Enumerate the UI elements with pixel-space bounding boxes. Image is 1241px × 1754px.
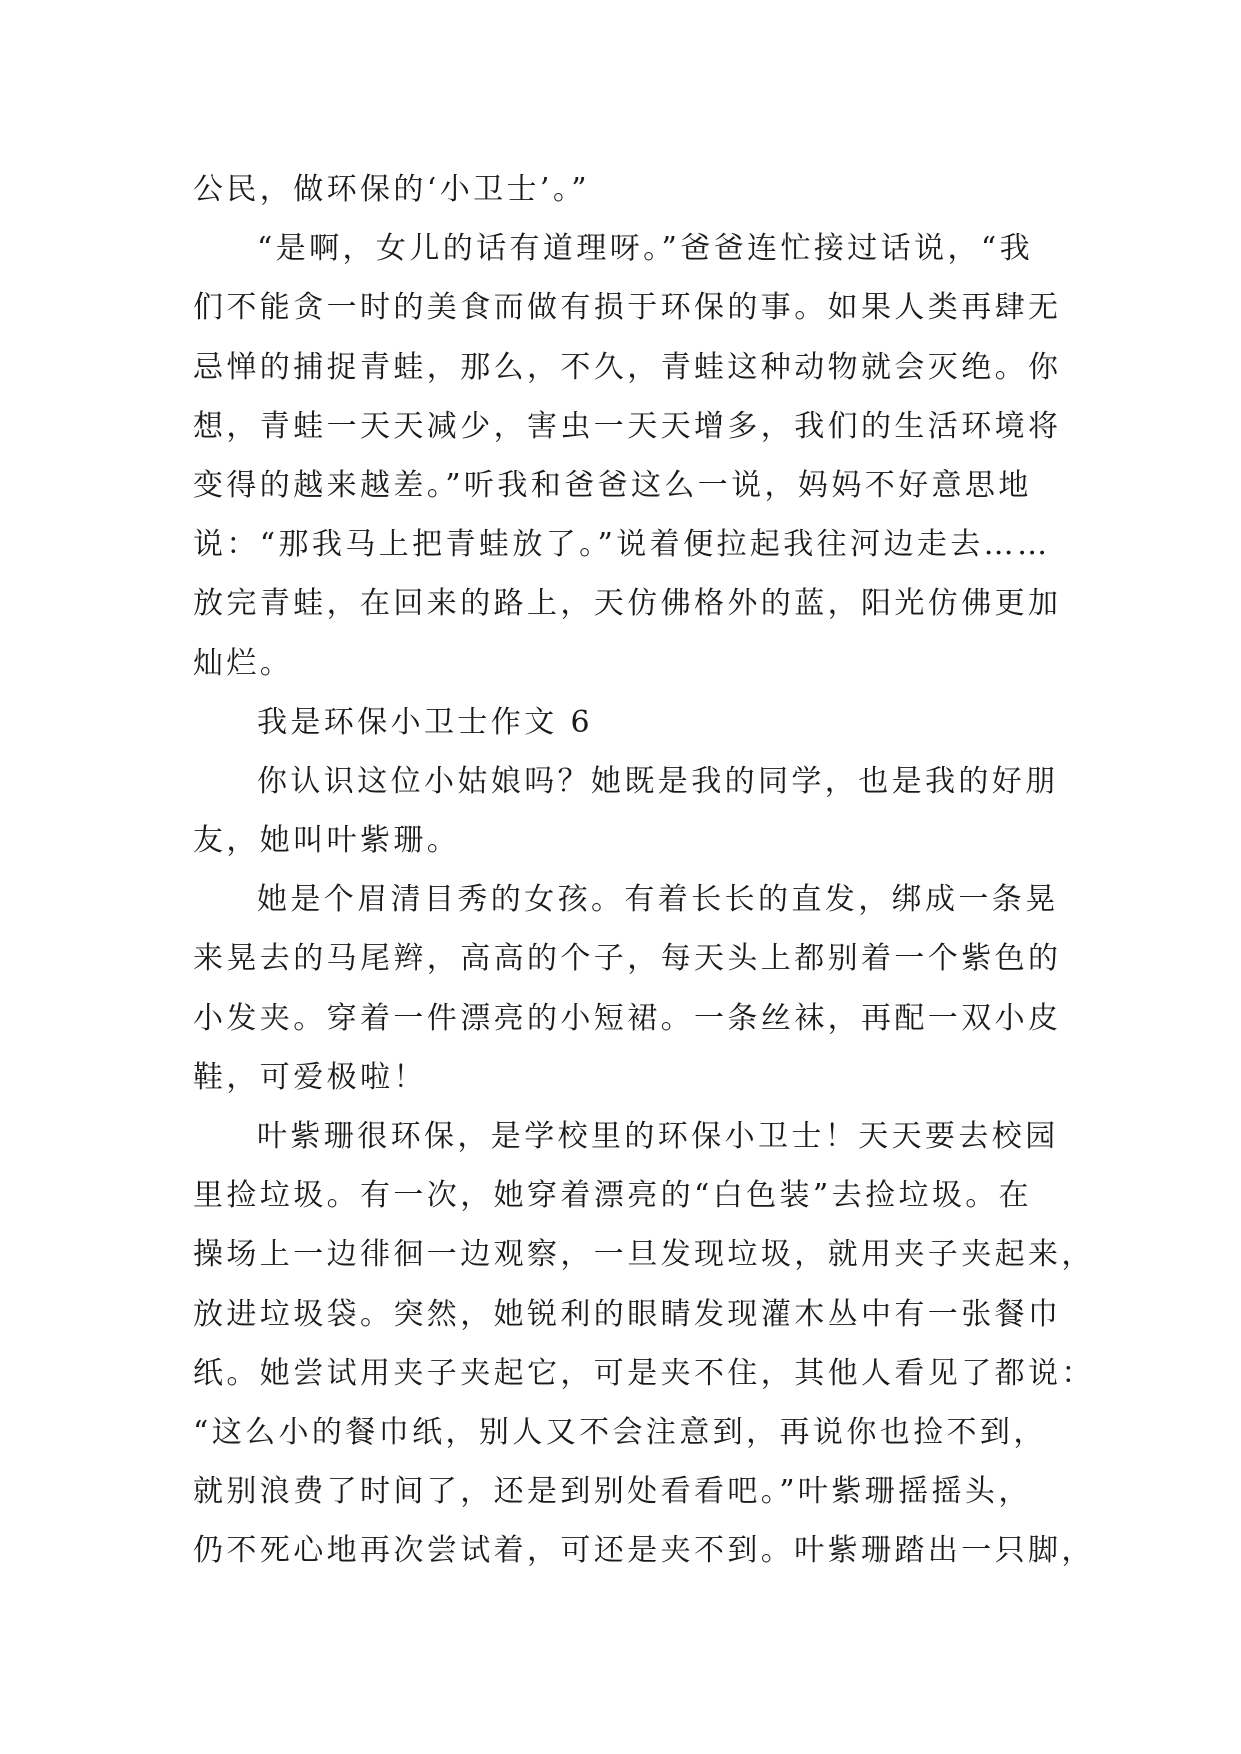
text-line: 我是环保小卫士作文 6: [257, 704, 594, 740]
text-line: 灿烂。: [193, 645, 294, 681]
text-line: 叶紫珊很环保，是学校里的环保小卫士！天天要去校园: [257, 1119, 1059, 1154]
text-line: 鞋，可爱极啦！: [193, 1059, 427, 1095]
text-line: 就别浪费了时间了，还是到别处看看吧。”叶紫珊摇摇头，: [193, 1474, 1032, 1510]
text-line: “这么小的餐巾纸，别人又不会注意到，再说你也捡不到，: [193, 1414, 1047, 1450]
text-line: 公民，做环保的‘小卫士’。”: [193, 172, 591, 207]
text-line: 变得的越来越差。”听我和爸爸这么一说，妈妈不好意思地: [193, 467, 1032, 503]
body-text: [193, 160, 1095, 1581]
text-line: 纸。她尝试用夹子夹起它，可是夹不住，其他人看见了都说：: [193, 1355, 1095, 1391]
text-line: 她是个眉清目秀的女孩。有着长长的直发，绑成一条晃: [257, 882, 1059, 918]
text-line: 仍不死心地再次尝试着，可还是夹不到。叶紫珊踏出一只脚，: [193, 1533, 1095, 1569]
text-line: 你认识这位小姑娘吗？她既是我的同学，也是我的好朋: [257, 763, 1059, 799]
text-line: 想，青蛙一天天减少，害虫一天天增多，我们的生活环境将: [193, 408, 1062, 444]
text-line: 操场上一边徘徊一边观察，一旦发现垃圾，就用夹子夹起来，: [193, 1237, 1095, 1273]
text-line: 们不能贪一时的美食而做有损于环保的事。如果人类再肆无: [193, 290, 1062, 326]
text-line: 小发夹。穿着一件漂亮的小短裙。一条丝袜，再配一双小皮: [193, 1000, 1062, 1036]
text-line: 来晃去的马尾辫，高高的个子，每天头上都别着一个紫色的: [193, 941, 1062, 977]
text-line: 放完青蛙，在回来的路上，天仿佛格外的蓝，阳光仿佛更加: [193, 586, 1062, 622]
text-line: 说：“那我马上把青蛙放了。”说着便拉起我往河边走去……: [193, 527, 1051, 563]
text-line: 里捡垃圾。有一次，她穿着漂亮的“白色装”去捡垃圾。在: [193, 1178, 1033, 1214]
text-line: 友，她叫叶紫珊。: [193, 823, 461, 859]
text-line: 放进垃圾袋。突然，她锐利的眼睛发现灌木丛中有一张餐巾: [193, 1296, 1062, 1332]
text-line: “是啊，女儿的话有道理呀。”爸爸连忙接过话说，“我: [257, 231, 1034, 267]
text-line: 忌惮的捕捉青蛙，那么，不久，青蛙这种动物就会灭绝。你: [193, 349, 1062, 385]
